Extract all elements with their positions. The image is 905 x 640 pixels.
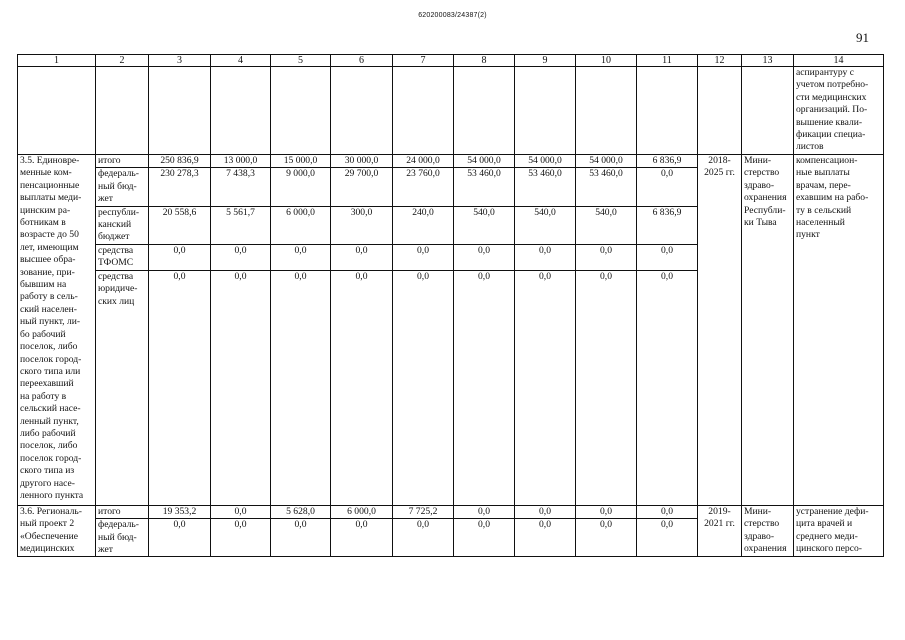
value-cell: 0,0 [393, 244, 454, 270]
value-cell: 5 628,0 [271, 505, 331, 518]
value-cell: 0,0 [211, 244, 271, 270]
value-cell: 13 000,0 [211, 155, 271, 168]
value-cell: 0,0 [211, 505, 271, 518]
funding-source: федераль- ный бюд- жет [96, 519, 149, 557]
value-cell: 0,0 [576, 519, 637, 557]
value-cell: 6 836,9 [637, 206, 698, 244]
value-cell: 0,0 [331, 244, 393, 270]
value-cell: 19 353,2 [149, 505, 211, 518]
continuation-row [18, 67, 884, 155]
value-cell: 0,0 [211, 270, 271, 505]
value-cell: 6 000,0 [331, 505, 393, 518]
col-header: 6 [331, 55, 393, 67]
value-cell: 0,0 [331, 270, 393, 505]
value-cell: 0,0 [454, 505, 515, 518]
table-row [18, 505, 884, 518]
value-cell: 7 725,2 [393, 505, 454, 518]
continuation-result-cell: аспирантуру с учетом потребно- сти медицинских организаций. По- вышение квали- фикации специа- листов [794, 67, 884, 155]
period-cell: 2018- 2025 гг. [698, 155, 742, 506]
value-cell: 0,0 [271, 244, 331, 270]
value-cell: 0,0 [454, 519, 515, 557]
value-cell: 54 000,0 [576, 155, 637, 168]
value-cell: 0,0 [515, 519, 576, 557]
section-3-6-title: 3.6. Региональ- ный проект 2 «Обеспечение медицинских [18, 505, 96, 557]
col-header: 4 [211, 55, 271, 67]
executor-cell: Мини- стерство здраво- охранения Республи- ки Тыва [742, 155, 794, 506]
value-cell: 0,0 [454, 244, 515, 270]
value-cell: 0,0 [211, 519, 271, 557]
value-cell: 0,0 [637, 505, 698, 518]
value-cell: 29 700,0 [331, 168, 393, 206]
value-cell: 250 836,9 [149, 155, 211, 168]
result-cell: устранение дефи- цита врачей и среднего меди- цинского персо- [794, 505, 884, 557]
budget-table [17, 54, 884, 557]
value-cell: 54 000,0 [515, 155, 576, 168]
col-header: 7 [393, 55, 454, 67]
value-cell: 9 000,0 [271, 168, 331, 206]
document-id: 620200083/24387(2) [418, 12, 487, 19]
funding-source: средства юридиче- ских лиц [96, 270, 149, 505]
value-cell: 53 460,0 [515, 168, 576, 206]
value-cell: 0,0 [637, 519, 698, 557]
value-cell: 0,0 [515, 270, 576, 505]
value-cell: 0,0 [515, 244, 576, 270]
value-cell: 53 460,0 [454, 168, 515, 206]
value-cell: 0,0 [637, 168, 698, 206]
value-cell: 54 000,0 [454, 155, 515, 168]
period-cell: 2019- 2021 гг. [698, 505, 742, 557]
value-cell: 20 558,6 [149, 206, 211, 244]
value-cell: 0,0 [271, 519, 331, 557]
value-cell: 0,0 [637, 244, 698, 270]
col-header: 1 [18, 55, 96, 67]
col-header: 13 [742, 55, 794, 67]
value-cell: 540,0 [454, 206, 515, 244]
value-cell: 7 438,3 [211, 168, 271, 206]
value-cell: 540,0 [576, 206, 637, 244]
executor-cell: Мини- стерство здраво- охранения [742, 505, 794, 557]
col-header: 2 [96, 55, 149, 67]
value-cell: 6 000,0 [271, 206, 331, 244]
col-header: 11 [637, 55, 698, 67]
funding-source: итого [96, 155, 149, 168]
section-3-5-title: 3.5. Единовре- менные ком- пенсационные выплаты меди- цинским ра- ботникам в возрасте до 50 лет, имеющим высшее обра- зование, при- бывшим на работу в сель- ский населен- ный пункт, ли- бо рабочий поселок, либо поселок город- ского типа или переехавший на работу в сельский насе- ленный пункт, либо рабочий поселок, либо поселок город- ского типа из другого насе- ленного пункта [18, 155, 96, 506]
funding-source: федераль- ный бюд- жет [96, 168, 149, 206]
value-cell: 0,0 [393, 270, 454, 505]
value-cell: 53 460,0 [576, 168, 637, 206]
value-cell: 540,0 [515, 206, 576, 244]
value-cell: 300,0 [331, 206, 393, 244]
value-cell: 23 760,0 [393, 168, 454, 206]
value-cell: 6 836,9 [637, 155, 698, 168]
value-cell: 0,0 [149, 519, 211, 557]
value-cell: 0,0 [393, 519, 454, 557]
funding-source: средства ТФОМС [96, 244, 149, 270]
page-number: 91 [856, 30, 869, 45]
column-number-row [18, 55, 884, 67]
value-cell: 0,0 [576, 244, 637, 270]
value-cell: 0,0 [149, 270, 211, 505]
value-cell: 0,0 [454, 270, 515, 505]
col-header: 5 [271, 55, 331, 67]
value-cell: 0,0 [515, 505, 576, 518]
value-cell: 30 000,0 [331, 155, 393, 168]
value-cell: 0,0 [149, 244, 211, 270]
value-cell: 0,0 [271, 270, 331, 505]
value-cell: 0,0 [576, 270, 637, 505]
funding-source: республи- канский бюджет [96, 206, 149, 244]
value-cell: 5 561,7 [211, 206, 271, 244]
value-cell: 24 000,0 [393, 155, 454, 168]
table-row [18, 155, 884, 168]
result-cell: компенсацион- ные выплаты врачам, пере- ехавшим на рабо- ту в сельский населенный пункт [794, 155, 884, 506]
col-header: 9 [515, 55, 576, 67]
value-cell: 0,0 [576, 505, 637, 518]
value-cell: 15 000,0 [271, 155, 331, 168]
funding-source: итого [96, 505, 149, 518]
col-header: 12 [698, 55, 742, 67]
col-header: 14 [794, 55, 884, 67]
col-header: 3 [149, 55, 211, 67]
col-header: 10 [576, 55, 637, 67]
value-cell: 0,0 [637, 270, 698, 505]
value-cell: 240,0 [393, 206, 454, 244]
value-cell: 0,0 [331, 519, 393, 557]
value-cell: 230 278,3 [149, 168, 211, 206]
col-header: 8 [454, 55, 515, 67]
